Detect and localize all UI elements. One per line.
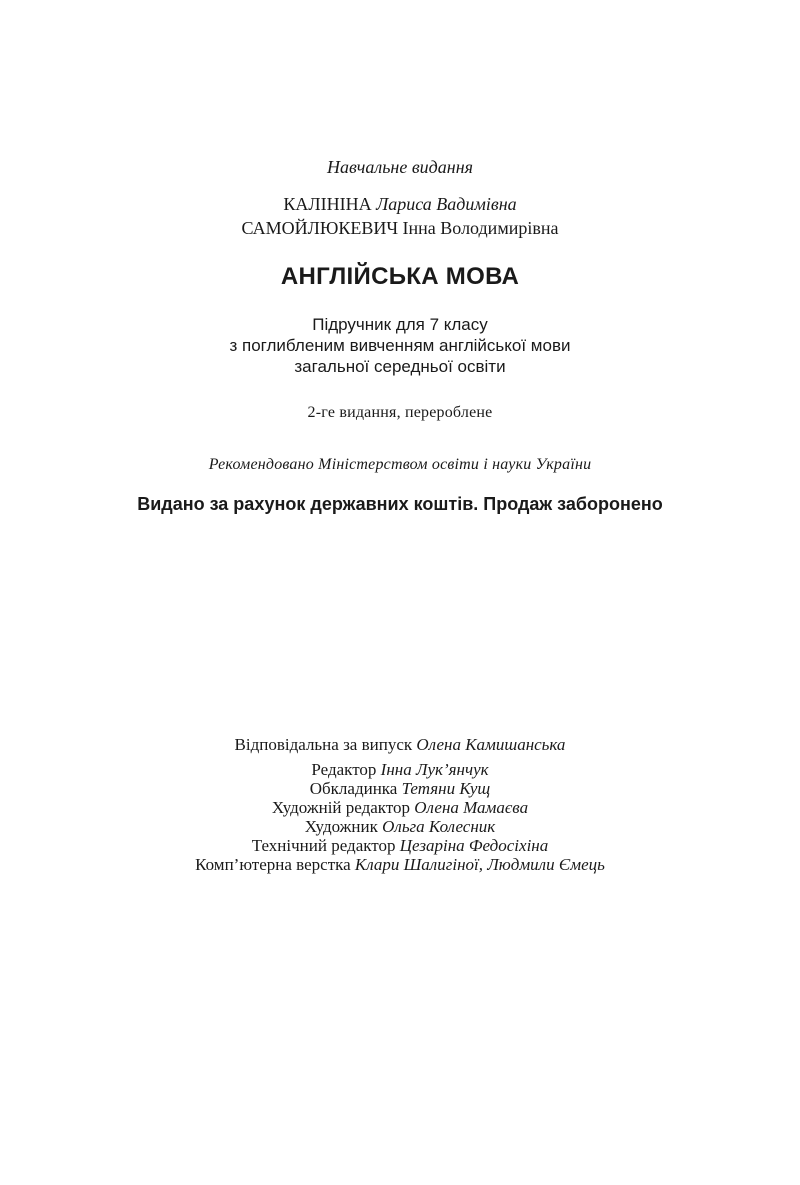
credit-role: Художній редактор	[271, 798, 411, 817]
credit-name: Ольга Колесник	[382, 817, 496, 836]
credit-name: Цезаріна Федосіхіна	[399, 836, 549, 855]
credit-line	[0, 798, 800, 818]
credit-line	[0, 760, 800, 780]
subtitle-line: загальної середньої освіти	[294, 357, 506, 376]
credit-role: Відповідальна за випуск	[234, 735, 413, 754]
credit-line	[0, 735, 800, 755]
author-surname: САМОЙЛЮКЕВИЧ	[241, 218, 399, 238]
subtitle-line: Підручник для 7 класу	[312, 315, 488, 334]
author-surname: КАЛІНІНА	[283, 194, 372, 214]
credit-name: Клари Шалигіної, Людмили Ємець	[354, 855, 605, 874]
credit-line	[0, 817, 800, 837]
credit-role: Художник	[304, 817, 378, 836]
credit-role: Комп’ютерна верстка	[195, 855, 351, 874]
edition-type: Навчальне видання	[326, 157, 473, 177]
book-title: АНГЛІЙСЬКА МОВА	[280, 263, 520, 290]
credit-name: Олена Мамаєва	[414, 798, 529, 817]
credit-role: Редактор	[311, 760, 377, 779]
credit-name: Інна Лук’янчук	[380, 760, 489, 779]
credit-line	[0, 836, 800, 856]
author-line	[0, 218, 800, 239]
subtitle-line: з поглибленим вивченням англійської мови	[229, 336, 571, 355]
credit-line	[0, 779, 800, 799]
revision-note: 2-ге видання, перероблене	[307, 404, 493, 421]
credit-role: Технічний редактор	[251, 836, 396, 855]
free-distribution-notice: Видано за рахунок державних коштів. Продаж заборонено	[137, 494, 663, 514]
credit-role: Обкладинка	[309, 779, 398, 798]
credit-name: Олена Камишанська	[416, 735, 566, 754]
ministry-recommendation: Рекомендовано Міністерством освіти і науки України	[208, 456, 592, 473]
credit-line	[0, 855, 800, 875]
credit-name: Тетяни Кущ	[401, 779, 491, 798]
author-given-name: Лариса Вадимівна	[376, 194, 517, 214]
author-given-name: Інна Володимирівна	[402, 218, 559, 238]
author-line	[0, 194, 800, 215]
